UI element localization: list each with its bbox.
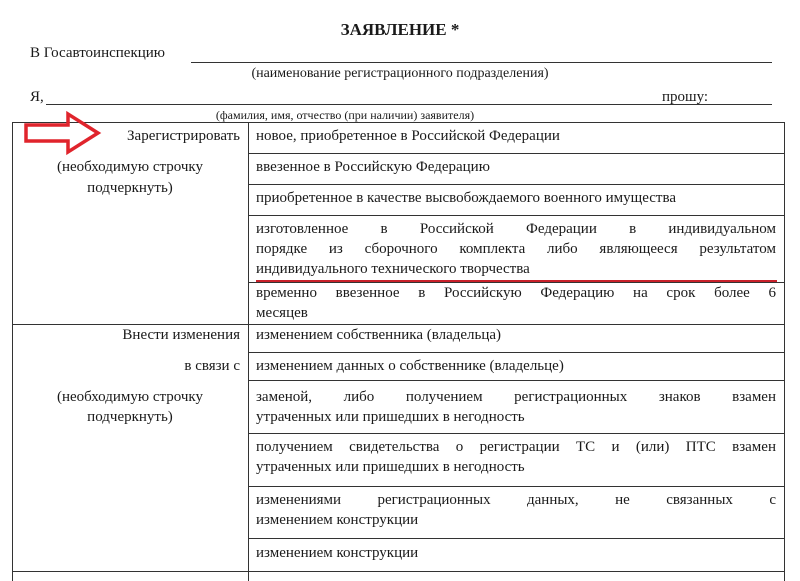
to-caption: (наименование регистрационного подразделения) xyxy=(251,66,549,81)
change-option-construction[interactable]: изменением конструкции xyxy=(256,545,419,561)
change-option-owner[interactable]: изменением собственника (владельца) xyxy=(256,327,502,343)
form-title: ЗАЯВЛЕНИЕ * xyxy=(340,20,460,39)
change-option-owner-data[interactable]: изменением данных о собственнике (владельце) xyxy=(256,358,564,374)
name-line xyxy=(46,104,772,105)
ask-label: прошу: xyxy=(662,89,709,105)
arrow-icon xyxy=(22,110,102,156)
register-option-temporary[interactable]: временно ввезенное в Российскую Федерацию на срок более 6 месяцев xyxy=(256,285,776,321)
changes-label: Внести изменения xyxy=(122,327,240,343)
row-divider xyxy=(248,433,784,434)
change-option-registration-data[interactable]: изменениями регистрационных данных, не связанных с изменением конструкции xyxy=(256,492,776,528)
section-divider xyxy=(12,571,784,572)
row-divider xyxy=(248,380,784,381)
row-divider xyxy=(248,153,784,154)
to-line xyxy=(191,62,772,63)
name-caption: (фамилия, имя, отчество (при наличии) заявителя) xyxy=(215,108,475,122)
changes-note-2: подчеркнуть) xyxy=(87,409,173,425)
register-option-imported[interactable]: ввезенное в Российскую Федерацию xyxy=(256,159,490,175)
changes-note-1: (необходимую строчку xyxy=(57,389,203,405)
to-line-label: В Госавтоинспекцию xyxy=(30,45,165,61)
row-divider xyxy=(248,538,784,539)
register-note-2: подчеркнуть) xyxy=(87,180,173,196)
row-divider xyxy=(248,184,784,185)
i-label: Я, xyxy=(30,89,44,105)
register-note-1: (необходимую строчку xyxy=(57,159,203,175)
selected-underline xyxy=(256,280,777,282)
row-divider xyxy=(248,352,784,353)
register-label: Зарегистрировать xyxy=(127,128,240,144)
change-option-certificate[interactable]: получением свидетельства о регистрации ТС и (или) ПТС взамен утраченных или пришедших в негодность xyxy=(256,439,776,475)
table-right-border xyxy=(784,122,785,581)
register-option-new[interactable]: новое, приобретенное в Российской Федерации xyxy=(256,128,560,144)
changes-label-2: в связи с xyxy=(184,358,240,374)
row-divider xyxy=(248,215,784,216)
register-option-homemade[interactable]: изготовленное в Российской Федерации в индивидуальном порядке из сборочного комплекта либо являющееся результатом индивидуального технического творчества xyxy=(256,221,776,277)
change-option-plates[interactable]: заменой, либо получением регистрационных знаков взамен утраченных или пришедших в негодность xyxy=(256,389,776,425)
row-divider xyxy=(248,486,784,487)
table-top-border xyxy=(12,122,784,123)
register-option-military[interactable]: приобретенное в качестве высвобождаемого военного имущества xyxy=(256,190,676,206)
